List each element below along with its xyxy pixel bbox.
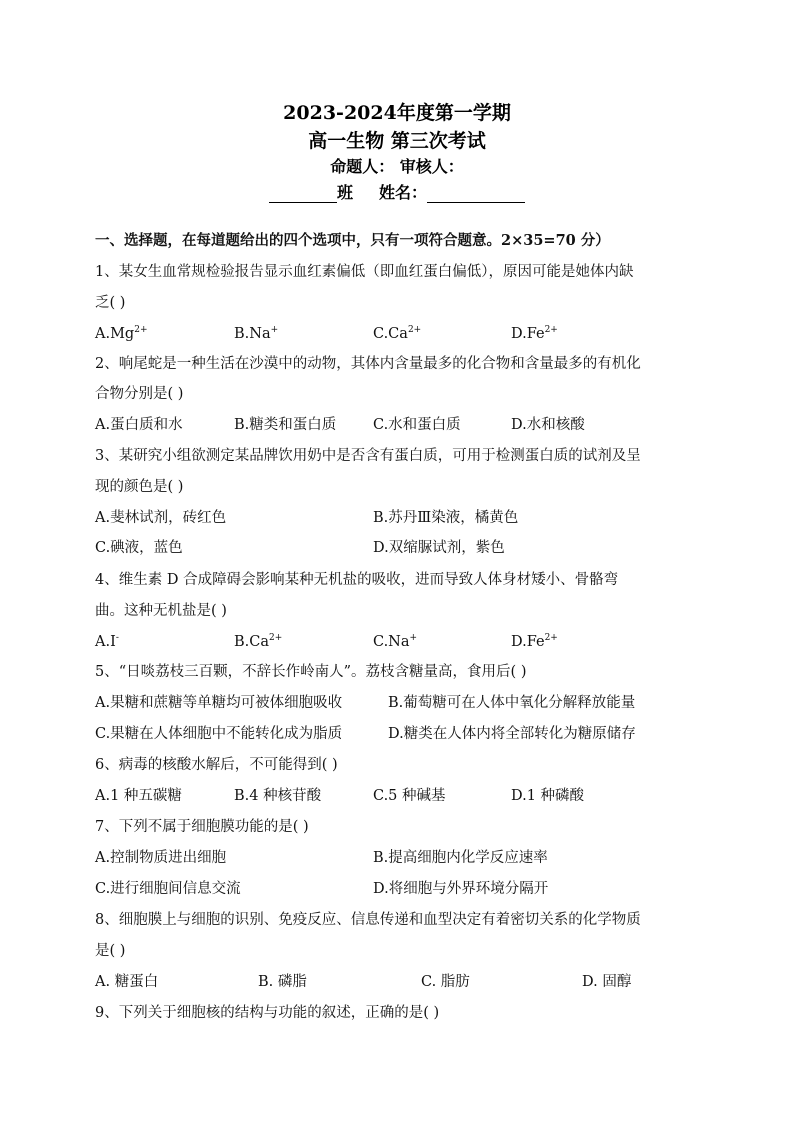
- question-8-stem-line-1: 8、细胞膜上与细胞的识别、免疫反应、信息传递和血型决定有着密切关系的化学物质: [95, 912, 641, 928]
- question-9-stem: 9、下列关于细胞核的结构与功能的叙述，正确的是( ): [95, 1005, 440, 1021]
- question-1-option-c[interactable]: $C.Ca^{2+}$: [373, 325, 422, 342]
- question-4-stem-line-1: 4、维生素 D 合成障碍会影响某种无机盐的吸收，进而导致人体身材矮小、骨骼弯: [95, 572, 619, 588]
- student-info-line: [0, 180, 794, 203]
- question-4-option-d[interactable]: $D.Fe^{2+}$: [511, 633, 558, 650]
- question-5-option-d[interactable]: D.糖类在人体内将全部转化为糖原储存: [388, 726, 636, 742]
- question-6-option-c[interactable]: C.5 种碱基: [373, 788, 446, 804]
- question-3-stem-line-1: 3、某研究小组欲测定某品牌饮用奶中是否含有蛋白质，可用于检测蛋白质的试剂及呈: [95, 448, 641, 464]
- name-blank[interactable]: [427, 184, 525, 203]
- question-1-option-a[interactable]: $A.Mg^{2+}$: [95, 325, 148, 342]
- question-7-option-d[interactable]: D.将细胞与外界环境分隔开: [373, 881, 549, 897]
- question-7-stem: 7、下列不属于细胞膜功能的是( ): [95, 819, 309, 835]
- class-blank[interactable]: [269, 184, 337, 203]
- section-title: 一、选择题，在每道题给出的四个选项中，只有一项符合题意。2×35=70 分）: [95, 232, 610, 249]
- question-4-option-a[interactable]: A.I-: [95, 633, 119, 650]
- class-label: 班: [336, 183, 353, 202]
- question-5-option-a[interactable]: A.果糖和蔗糖等单糖均可被体细胞吸收: [95, 695, 343, 711]
- question-8-option-b[interactable]: B. 磷脂: [258, 974, 307, 990]
- question-3-stem-line-2: 现的颜色是( ): [95, 479, 184, 495]
- question-7-option-a[interactable]: A.控制物质进出细胞: [95, 850, 227, 866]
- question-4-option-c[interactable]: C.Na+: [373, 633, 418, 650]
- question-1-option-d[interactable]: $D.Fe^{2+}$: [511, 325, 558, 342]
- question-5-option-c[interactable]: C.果糖在人体细胞中不能转化成为脂质: [95, 726, 343, 742]
- question-6-option-b[interactable]: B.4 种核苷酸: [234, 788, 322, 804]
- question-2-stem-line-1: 2、响尾蛇是一种生活在沙漠中的动物，其体内含量最多的化合物和含量最多的有机化: [95, 356, 641, 372]
- question-2-option-b[interactable]: B.糖类和蛋白质: [234, 417, 337, 433]
- question-6-option-a[interactable]: A.1 种五碳糖: [95, 788, 182, 804]
- question-4-stem-line-2: 曲。这种无机盐是( ): [95, 603, 227, 619]
- question-8-option-c[interactable]: C. 脂肪: [421, 974, 470, 990]
- question-4-option-b[interactable]: $B.Ca^{2+}$: [234, 633, 283, 650]
- question-3-option-c[interactable]: C.碘液，蓝色: [95, 540, 183, 556]
- question-1-stem-line-1: 1、某女生血常规检验报告显示血红素偏低（即血红蛋白偏低），原因可能是她体内缺: [95, 264, 634, 280]
- question-5-option-b[interactable]: B.葡萄糖可在人体中氧化分解释放能量: [388, 695, 636, 711]
- question-7-option-b[interactable]: B.提高细胞内化学反应速率: [373, 850, 548, 866]
- question-2-option-a[interactable]: A.蛋白质和水: [95, 417, 183, 433]
- question-8-option-a[interactable]: A. 糖蛋白: [95, 974, 159, 990]
- question-3-option-d[interactable]: D.双缩脲试剂，紫色: [373, 540, 505, 556]
- question-8-option-d[interactable]: D. 固醇: [582, 974, 632, 990]
- question-2-stem-line-2: 合物分别是( ): [95, 386, 184, 402]
- exam-subject-title: 高一生物 第三次考试: [308, 130, 486, 152]
- question-1-stem-line-2: 乏( ): [95, 295, 126, 311]
- question-6-option-d[interactable]: D.1 种磷酸: [511, 788, 585, 804]
- exam-year-title: 2023-2024年度第一学期: [283, 102, 511, 124]
- question-2-option-c[interactable]: C.水和蛋白质: [373, 417, 461, 433]
- question-1-option-b[interactable]: B.Na+: [234, 325, 279, 342]
- question-3-option-b[interactable]: B.苏丹Ⅲ染液，橘黄色: [373, 510, 519, 526]
- name-label: 姓名：: [379, 183, 428, 202]
- question-5-stem: 5、“日啖荔枝三百颗，不辞长作岭南人”。荔枝含糖量高，食用后( ): [95, 664, 527, 680]
- question-3-option-a[interactable]: A.斐林试剂，砖红色: [95, 510, 227, 526]
- question-7-option-c[interactable]: C.进行细胞间信息交流: [95, 881, 241, 897]
- question-8-stem-line-2: 是( ): [95, 943, 126, 959]
- exam-authors: 命题人： 审核人：: [330, 157, 464, 176]
- question-6-stem: 6、病毒的核酸水解后，不可能得到( ): [95, 757, 338, 773]
- question-2-option-d[interactable]: D.水和核酸: [511, 417, 585, 433]
